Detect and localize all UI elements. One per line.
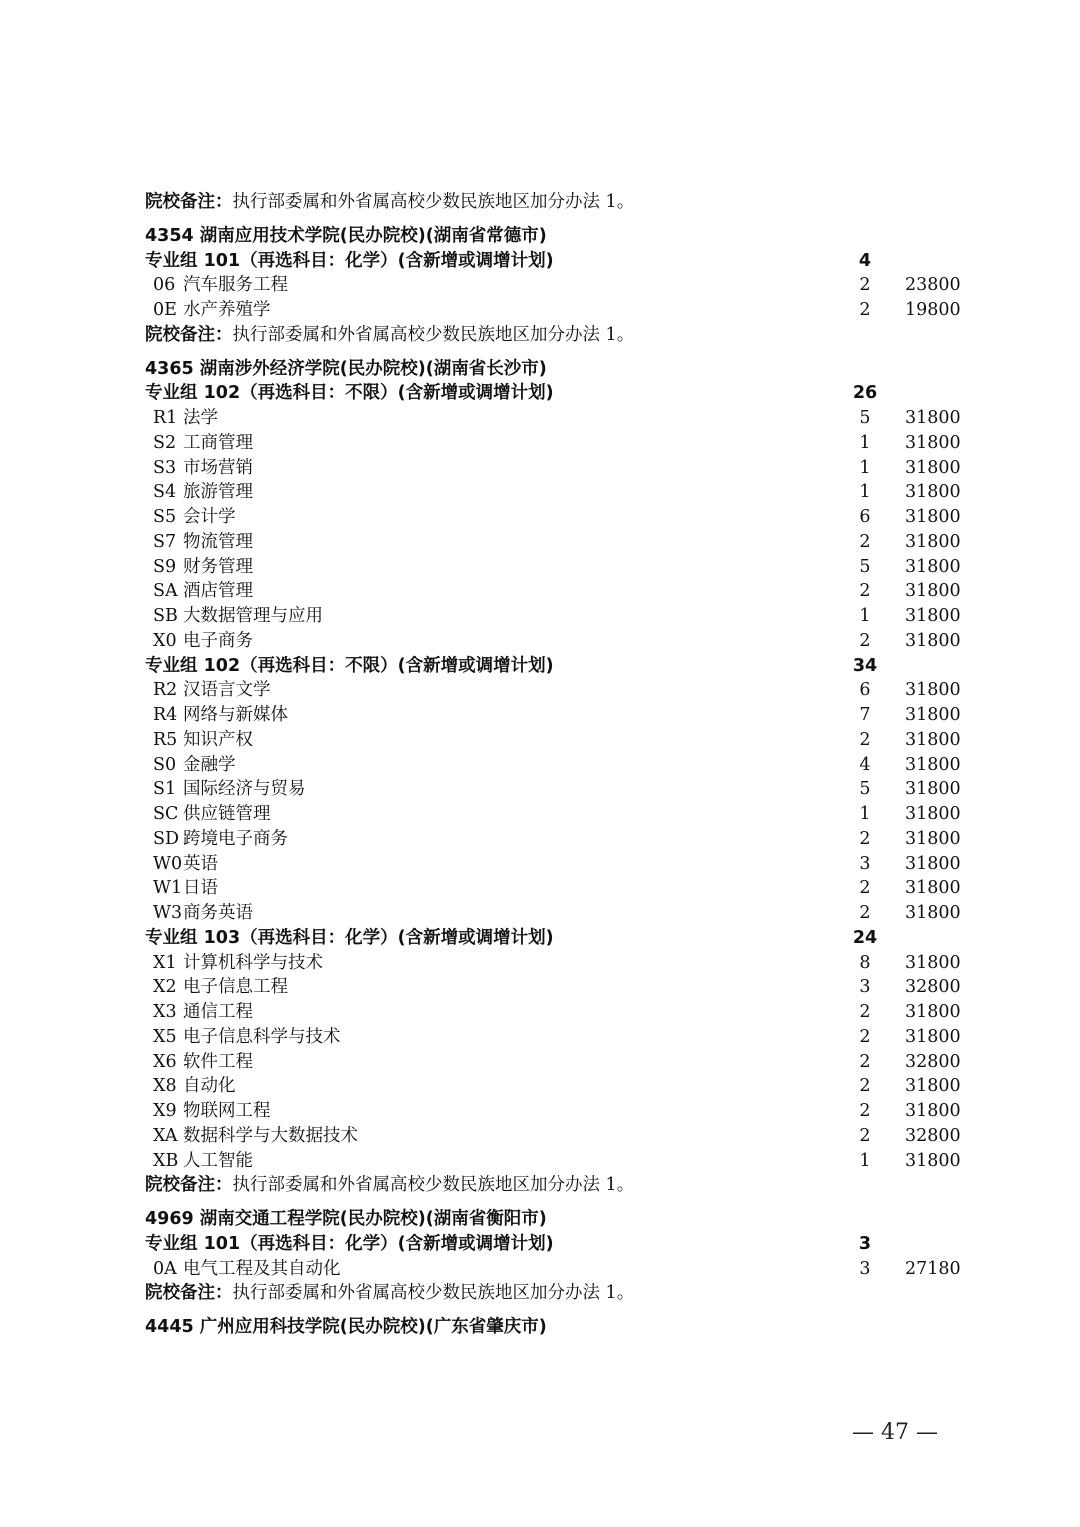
major-group-header (145, 381, 965, 406)
plan-count: 1 (859, 432, 871, 453)
major-code: X1 (153, 952, 177, 973)
tuition-fee: 31800 (905, 779, 961, 800)
major-code: R5 (153, 729, 178, 750)
major-row (145, 876, 965, 901)
group-total: 26 (852, 383, 878, 404)
plan-count: 2 (859, 300, 871, 320)
group-title: 专业组 102（再选科目：不限）(含新增或调增计划) (145, 655, 554, 676)
plan-count: 3 (859, 977, 871, 998)
major-code: S2 (153, 432, 177, 453)
major-code: 06 (153, 275, 176, 296)
major-row (145, 406, 965, 431)
plan-count: 5 (859, 408, 871, 428)
tuition-fee: 31800 (905, 507, 961, 527)
major-code: R4 (153, 705, 178, 725)
major-name: 电子信息工程 (183, 977, 288, 998)
tuition-fee: 23800 (905, 275, 961, 296)
school-section (145, 224, 965, 348)
document-body (145, 190, 965, 1340)
school-note (145, 323, 965, 348)
major-name: 通信工程 (183, 1002, 253, 1022)
plan-count: 2 (859, 878, 871, 899)
major-name: 会计学 (183, 507, 236, 527)
major-code: X2 (153, 977, 177, 998)
plan-count: 5 (859, 556, 871, 577)
major-code: S9 (153, 556, 177, 577)
major-name: 财务管理 (183, 556, 253, 577)
plan-count: 2 (859, 1026, 871, 1047)
school-note (145, 1173, 965, 1198)
major-row (145, 1257, 965, 1282)
major-code: 0A (153, 1258, 177, 1279)
major-name: 自动化 (183, 1076, 236, 1097)
major-row (145, 777, 965, 802)
plan-count: 2 (859, 1101, 871, 1121)
major-row (145, 298, 965, 323)
group-title: 专业组 103（再选科目：化学）(含新增或调增计划) (145, 927, 554, 948)
major-name: 商务英语 (183, 903, 253, 923)
major-group-header (145, 926, 965, 951)
plan-count: 1 (859, 482, 871, 503)
major-group-header (145, 249, 965, 274)
major-name: 酒店管理 (183, 581, 253, 602)
major-row (145, 703, 965, 728)
major-code: R2 (153, 680, 178, 701)
major-row (145, 728, 965, 753)
tuition-fee: 31800 (905, 903, 961, 923)
major-name: 数据科学与大数据技术 (183, 1125, 358, 1146)
note-text: 执行部委属和外省属高校少数民族地区加分办法 1。 (232, 1283, 635, 1304)
plan-count: 7 (859, 705, 871, 725)
note-text: 执行部委属和外省属高校少数民族地区加分办法 1。 (232, 1175, 635, 1196)
tuition-fee: 31800 (905, 705, 961, 725)
major-code: SA (153, 581, 178, 602)
major-name: 人工智能 (183, 1150, 253, 1171)
plan-count: 1 (859, 457, 871, 478)
major-name: 水产养殖学 (183, 300, 271, 320)
plan-count: 2 (859, 1076, 871, 1097)
group-total: 24 (852, 927, 878, 948)
major-row (145, 431, 965, 456)
group-total: 4 (858, 250, 872, 271)
tuition-fee: 19800 (905, 300, 961, 320)
major-name: 旅游管理 (183, 482, 253, 503)
tuition-fee: 31800 (905, 1150, 961, 1171)
tuition-fee: 31800 (905, 878, 961, 899)
tuition-fee: 31800 (905, 729, 961, 750)
major-code: R1 (153, 408, 178, 428)
school-section (145, 357, 965, 1199)
plan-count: 2 (859, 903, 871, 923)
major-row (145, 852, 965, 877)
school-title: 4365 湖南涉外经济学院(民办院校)(湖南省长沙市) (145, 358, 547, 379)
major-name: 汉语言文学 (183, 680, 271, 701)
tuition-fee: 31800 (905, 581, 961, 602)
school-list (145, 224, 965, 1340)
tuition-fee: 31800 (905, 1002, 961, 1022)
tuition-fee: 31800 (905, 828, 961, 849)
school-title: 4969 湖南交通工程学院(民办院校)(湖南省衡阳市) (145, 1209, 547, 1229)
note-label: 院校备注： (145, 1175, 233, 1196)
tuition-fee: 32800 (905, 1125, 961, 1146)
major-row (145, 480, 965, 505)
major-code: S0 (153, 754, 177, 775)
major-code: SB (153, 606, 178, 626)
major-row (145, 273, 965, 298)
major-code: S5 (153, 507, 177, 527)
tuition-fee: 32800 (905, 977, 961, 998)
major-row (145, 678, 965, 703)
tuition-fee: 31800 (905, 754, 961, 775)
major-row (145, 802, 965, 827)
major-code: X9 (153, 1101, 177, 1121)
major-row (145, 1050, 965, 1075)
note-text: 执行部委属和外省属高校少数民族地区加分办法 1。 (232, 192, 635, 212)
major-name: 法学 (183, 408, 218, 428)
tuition-fee: 31800 (905, 1026, 961, 1047)
major-name: 知识产权 (183, 729, 253, 750)
major-name: 市场营销 (183, 457, 253, 478)
group-title: 专业组 101（再选科目：化学）(含新增或调增计划) (145, 1233, 554, 1254)
group-total: 3 (858, 1233, 872, 1254)
major-code: W3 (153, 903, 183, 923)
major-row (145, 604, 965, 629)
tuition-fee: 31800 (905, 853, 961, 874)
plan-count: 2 (859, 828, 871, 849)
major-name: 英语 (183, 853, 218, 874)
major-name: 跨境电子商务 (183, 828, 288, 849)
major-row (145, 456, 965, 481)
major-code: W1 (153, 878, 183, 899)
major-name: 软件工程 (183, 1051, 253, 1072)
tuition-fee: 31800 (905, 556, 961, 577)
major-name: 物流管理 (183, 531, 253, 552)
tuition-fee: 31800 (905, 606, 961, 626)
plan-count: 8 (859, 952, 871, 973)
major-name: 供应链管理 (183, 804, 271, 824)
tuition-fee: 31800 (905, 1101, 961, 1121)
group-title: 专业组 102（再选科目：不限）(含新增或调增计划) (145, 383, 554, 404)
note-text: 执行部委属和外省属高校少数民族地区加分办法 1。 (232, 324, 635, 345)
major-code: X5 (153, 1026, 177, 1047)
school-title: 4445 广州应用科技学院(民办院校)(广东省肇庆市) (145, 1317, 547, 1337)
tuition-fee: 31800 (905, 804, 961, 824)
note-label: 院校备注： (145, 1283, 233, 1304)
major-name: 电子商务 (183, 630, 253, 651)
major-code: XB (153, 1150, 179, 1171)
major-name: 金融学 (183, 754, 236, 775)
major-row (145, 753, 965, 778)
major-row (145, 505, 965, 530)
plan-count: 5 (859, 779, 871, 800)
major-row (145, 579, 965, 604)
major-row (145, 975, 965, 1000)
plan-count: 3 (859, 1258, 871, 1279)
major-row (145, 1025, 965, 1050)
school-title: 4354 湖南应用技术学院(民办院校)(湖南省常德市) (145, 225, 547, 246)
major-code: SC (153, 804, 179, 824)
major-code: SD (153, 828, 180, 849)
major-code: X0 (153, 630, 177, 651)
tuition-fee: 27180 (905, 1258, 961, 1279)
tuition-fee: 31800 (905, 457, 961, 478)
plan-count: 2 (859, 630, 871, 651)
tuition-fee: 31800 (905, 531, 961, 552)
major-row (145, 555, 965, 580)
major-row (145, 530, 965, 555)
major-name: 日语 (183, 878, 218, 899)
group-total: 34 (852, 655, 878, 676)
major-code: S4 (153, 482, 177, 503)
major-name: 大数据管理与应用 (183, 606, 323, 626)
plan-count: 2 (859, 1051, 871, 1072)
major-row (145, 1074, 965, 1099)
plan-count: 2 (859, 531, 871, 552)
major-code: W0 (153, 853, 183, 874)
school-section (145, 1207, 965, 1306)
major-code: S1 (153, 779, 177, 800)
major-name: 网络与新媒体 (183, 705, 288, 725)
major-code: X8 (153, 1076, 177, 1097)
intro-note (145, 190, 965, 215)
tuition-fee: 31800 (905, 952, 961, 973)
major-row (145, 901, 965, 926)
major-row (145, 1149, 965, 1174)
major-name: 物联网工程 (183, 1101, 271, 1121)
plan-count: 2 (859, 275, 871, 296)
major-row (145, 629, 965, 654)
major-name: 国际经济与贸易 (183, 779, 306, 800)
major-row (145, 1000, 965, 1025)
tuition-fee: 31800 (905, 680, 961, 701)
tuition-fee: 31800 (905, 408, 961, 428)
plan-count: 2 (859, 1002, 871, 1022)
major-code: 0E (153, 300, 177, 320)
plan-count: 2 (859, 581, 871, 602)
plan-count: 2 (859, 729, 871, 750)
tuition-fee: 31800 (905, 482, 961, 503)
plan-count: 4 (859, 754, 871, 775)
page-number: — 47 — (852, 1420, 938, 1445)
major-name: 电子信息科学与技术 (183, 1026, 341, 1047)
major-name: 汽车服务工程 (183, 275, 288, 296)
plan-count: 3 (859, 853, 871, 874)
major-row (145, 1124, 965, 1149)
major-code: XA (153, 1125, 178, 1146)
major-row (145, 1099, 965, 1124)
major-group-header (145, 654, 965, 679)
major-code: X3 (153, 1002, 177, 1022)
group-title: 专业组 101（再选科目：化学）(含新增或调增计划) (145, 250, 554, 271)
major-name: 计算机科学与技术 (183, 952, 323, 973)
tuition-fee: 31800 (905, 1076, 961, 1097)
plan-count: 6 (859, 507, 871, 527)
plan-count: 6 (859, 680, 871, 701)
major-name: 电气工程及其自动化 (183, 1258, 341, 1279)
school-section (145, 1315, 965, 1340)
major-code: S7 (153, 531, 177, 552)
tuition-fee: 31800 (905, 630, 961, 651)
tuition-fee: 31800 (905, 432, 961, 453)
note-label: 院校备注： (145, 324, 233, 345)
major-name: 工商管理 (183, 432, 253, 453)
major-group-header (145, 1232, 965, 1257)
school-note (145, 1281, 965, 1306)
major-code: X6 (153, 1051, 177, 1072)
plan-count: 1 (859, 606, 871, 626)
tuition-fee: 32800 (905, 1051, 961, 1072)
plan-count: 1 (859, 804, 871, 824)
major-row (145, 951, 965, 976)
plan-count: 2 (859, 1125, 871, 1146)
plan-count: 1 (859, 1150, 871, 1171)
major-code: S3 (153, 457, 177, 478)
note-label: 院校备注： (145, 192, 233, 212)
major-row (145, 827, 965, 852)
